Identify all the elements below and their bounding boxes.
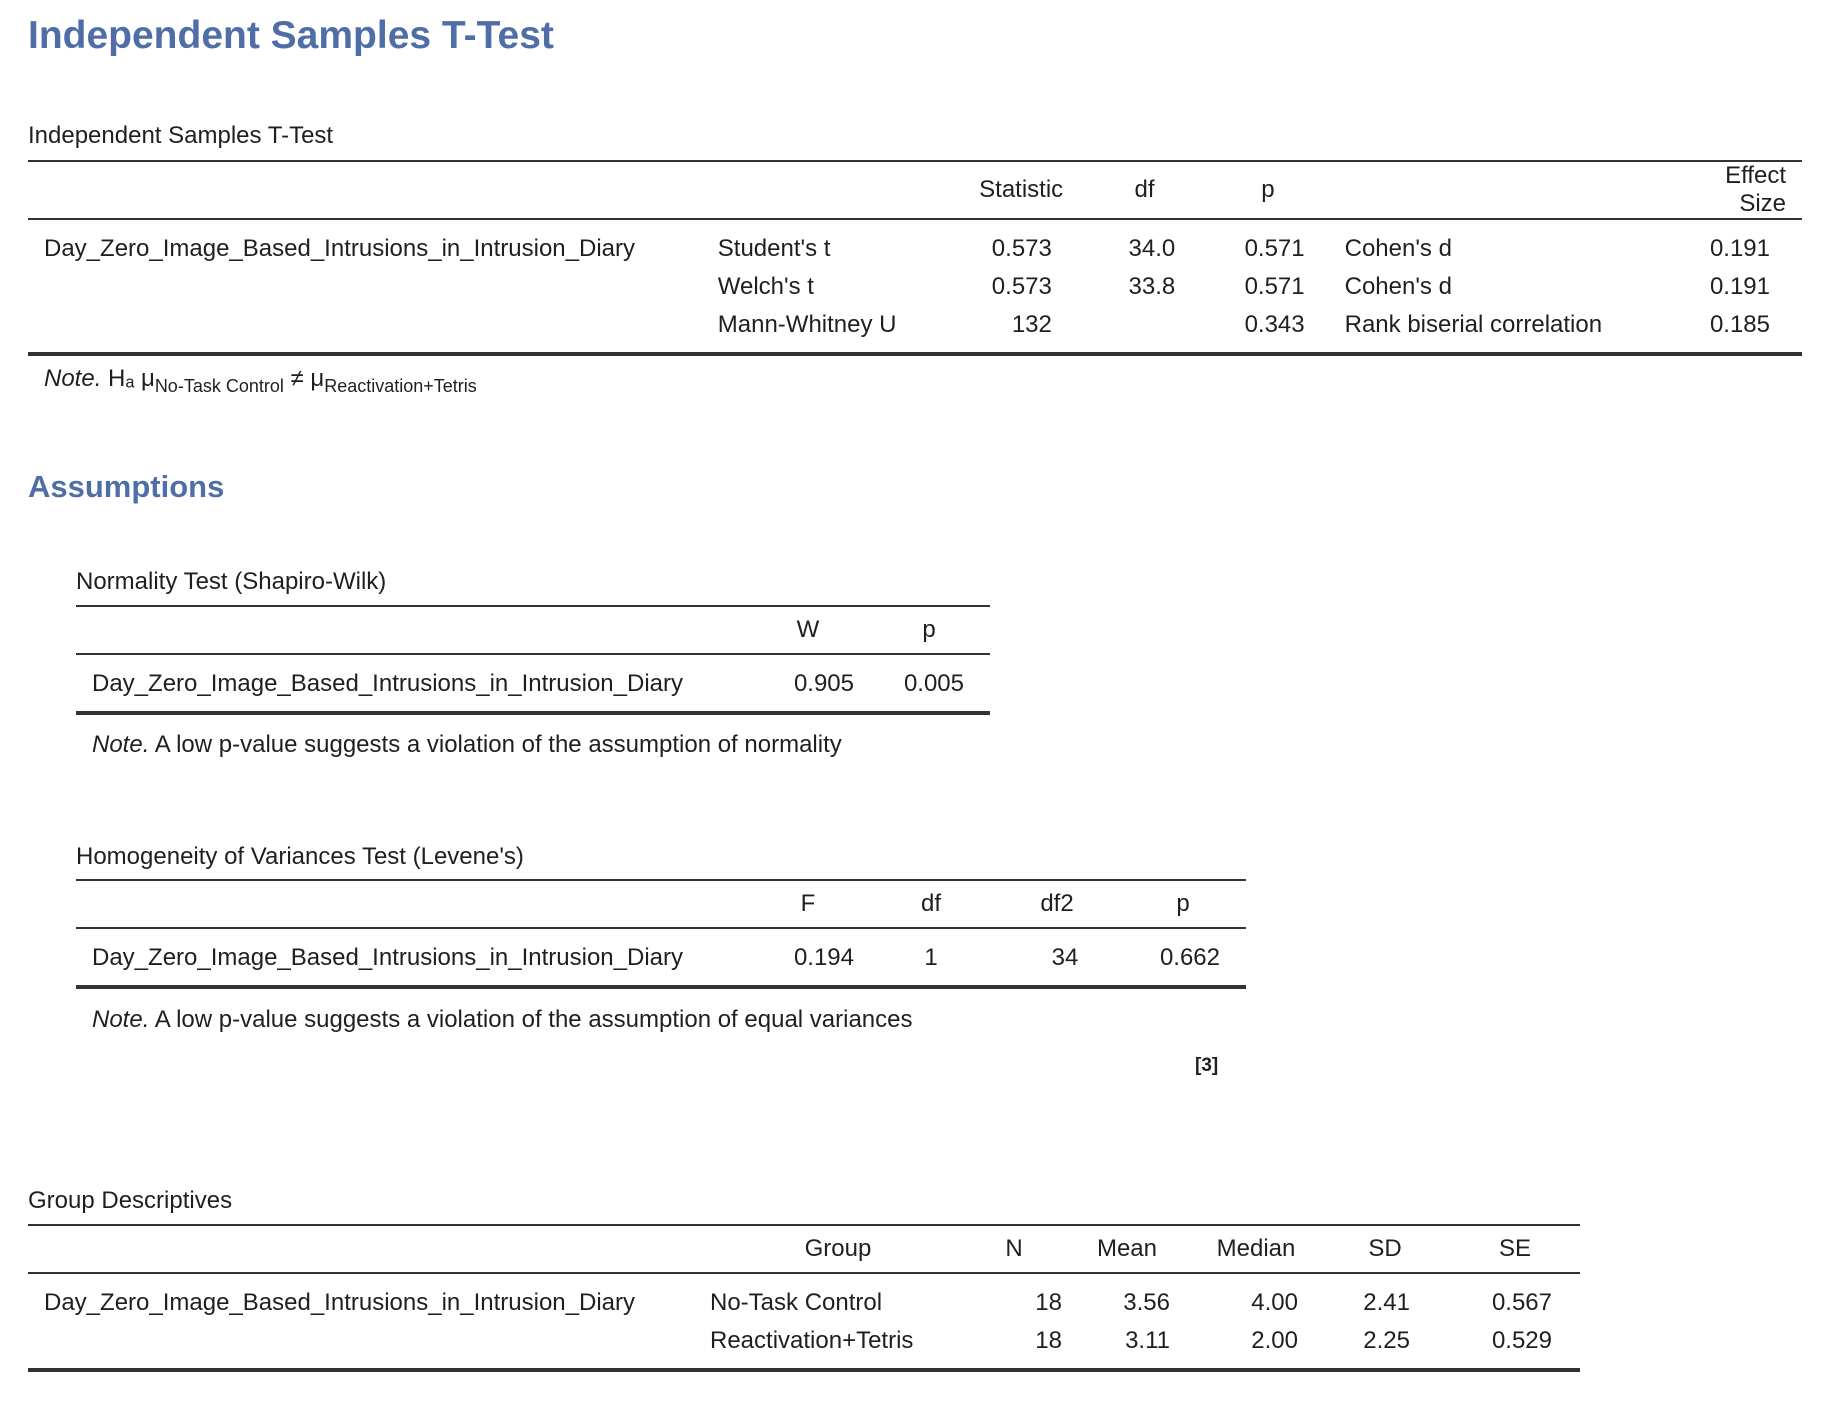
table-row: [28, 1273, 1580, 1322]
group-name: No-Task Control: [710, 1289, 883, 1316]
levene-note: [92, 1006, 913, 1034]
effect-size-value: 0.191: [1709, 235, 1770, 262]
effect-size-name: Cohen's d: [1344, 235, 1452, 262]
note-label: Note.: [44, 365, 102, 392]
p-value: 0.571: [1244, 273, 1305, 300]
test-name: Welch's t: [717, 273, 814, 300]
col-w: W: [748, 606, 868, 654]
ttest-table-caption: Independent Samples T-Test: [28, 122, 334, 149]
n-value: 18: [1035, 1327, 1062, 1354]
note-label: Note.: [92, 731, 150, 758]
note-group1: No-Task Control: [154, 376, 284, 396]
descriptives-table: [28, 1224, 1580, 1372]
reference-link[interactable]: [3]: [1195, 1055, 1219, 1076]
col-statistic: Statistic: [961, 161, 1082, 219]
col-p: p: [1120, 880, 1246, 928]
normality-table-caption: Normality Test (Shapiro-Wilk): [76, 568, 387, 595]
note-text: A low p-value suggests a violation of the assumption of normality: [154, 731, 842, 758]
levene-table: [76, 879, 1246, 989]
effect-size-name: Cohen's d: [1344, 273, 1452, 300]
table-row: [28, 219, 1802, 268]
page-title: Independent Samples T-Test: [28, 14, 554, 57]
normality-header-row: [76, 606, 990, 654]
note-group2: Reactivation+Tetris: [324, 376, 477, 396]
col-n: N: [966, 1225, 1062, 1273]
variable-name: Day_Zero_Image_Based_Intrusions_in_Intrusion_Diary: [92, 944, 683, 971]
median-value: 4.00: [1251, 1289, 1298, 1316]
col-df: df: [1082, 161, 1207, 219]
descriptives-header-row: [28, 1225, 1580, 1273]
ttest-header-row: [28, 161, 1802, 219]
w-value: 0.905: [793, 670, 854, 697]
se-value: 0.567: [1491, 1289, 1552, 1316]
f-value: 0.194: [793, 944, 854, 971]
statistic-value: 0.573: [991, 235, 1052, 262]
col-p: p: [1207, 161, 1328, 219]
se-value: 0.529: [1491, 1327, 1552, 1354]
df-value: 1: [924, 944, 938, 971]
mean-value: 3.11: [1125, 1327, 1170, 1354]
col-mean: Mean: [1062, 1225, 1192, 1273]
sd-value: 2.25: [1363, 1327, 1410, 1354]
group-name: Reactivation+Tetris: [710, 1327, 914, 1354]
test-name: Mann-Whitney U: [717, 311, 897, 338]
p-value: 0.662: [1159, 944, 1220, 971]
p-value: 0.005: [903, 670, 964, 697]
levene-table-caption: Homogeneity of Variances Test (Levene's): [76, 843, 524, 870]
mean-value: 3.56: [1123, 1289, 1170, 1316]
statistic-value: 132: [1011, 311, 1052, 338]
effect-size-value: 0.185: [1709, 311, 1770, 338]
statistic-value: 0.573: [991, 273, 1052, 300]
p-value: 0.571: [1244, 235, 1305, 262]
df-value: [1082, 306, 1207, 354]
variable-name: Day_Zero_Image_Based_Intrusions_in_Intrusion_Diary: [44, 235, 635, 262]
df-value: 34.0: [1128, 235, 1176, 262]
variable-name: Day_Zero_Image_Based_Intrusions_in_Intrusion_Diary: [44, 1289, 635, 1316]
effect-size-name: Rank biserial correlation: [1344, 311, 1603, 338]
note-text: A low p-value suggests a violation of the assumption of equal variances: [154, 1006, 913, 1033]
col-median: Median: [1192, 1225, 1320, 1273]
table-row: [28, 1322, 1580, 1370]
test-name: Student's t: [717, 235, 831, 262]
note-neq: ≠ μ: [290, 365, 325, 392]
variable-name: Day_Zero_Image_Based_Intrusions_in_Intrusion_Diary: [92, 670, 683, 697]
p-value: 0.343: [1244, 311, 1305, 338]
col-df: df: [868, 880, 994, 928]
note-hypothesis: Hₐ μ: [108, 365, 155, 392]
table-row: [28, 268, 1802, 306]
df-value: 33.8: [1128, 273, 1176, 300]
col-f: F: [748, 880, 868, 928]
normality-table: [76, 605, 990, 715]
col-df2: df2: [994, 880, 1120, 928]
col-sd: SD: [1320, 1225, 1450, 1273]
table-row: [76, 654, 990, 713]
sd-value: 2.41: [1363, 1289, 1410, 1316]
note-label: Note.: [92, 1006, 150, 1033]
normality-note: [92, 731, 842, 759]
n-value: 18: [1035, 1289, 1062, 1316]
levene-header-row: [76, 880, 1246, 928]
col-effect-size: Effect Size: [1703, 161, 1802, 219]
col-group: Group: [710, 1225, 966, 1273]
col-se: SE: [1450, 1225, 1580, 1273]
ttest-note: [44, 365, 477, 396]
descriptives-table-caption: Group Descriptives: [28, 1187, 233, 1214]
col-p: p: [868, 606, 990, 654]
table-row: [76, 928, 1246, 987]
median-value: 2.00: [1251, 1327, 1298, 1354]
effect-size-value: 0.191: [1709, 273, 1770, 300]
df2-value: 34: [1051, 944, 1079, 971]
assumptions-heading: Assumptions: [28, 469, 225, 504]
table-row: [28, 306, 1802, 354]
ttest-table: [28, 160, 1802, 356]
